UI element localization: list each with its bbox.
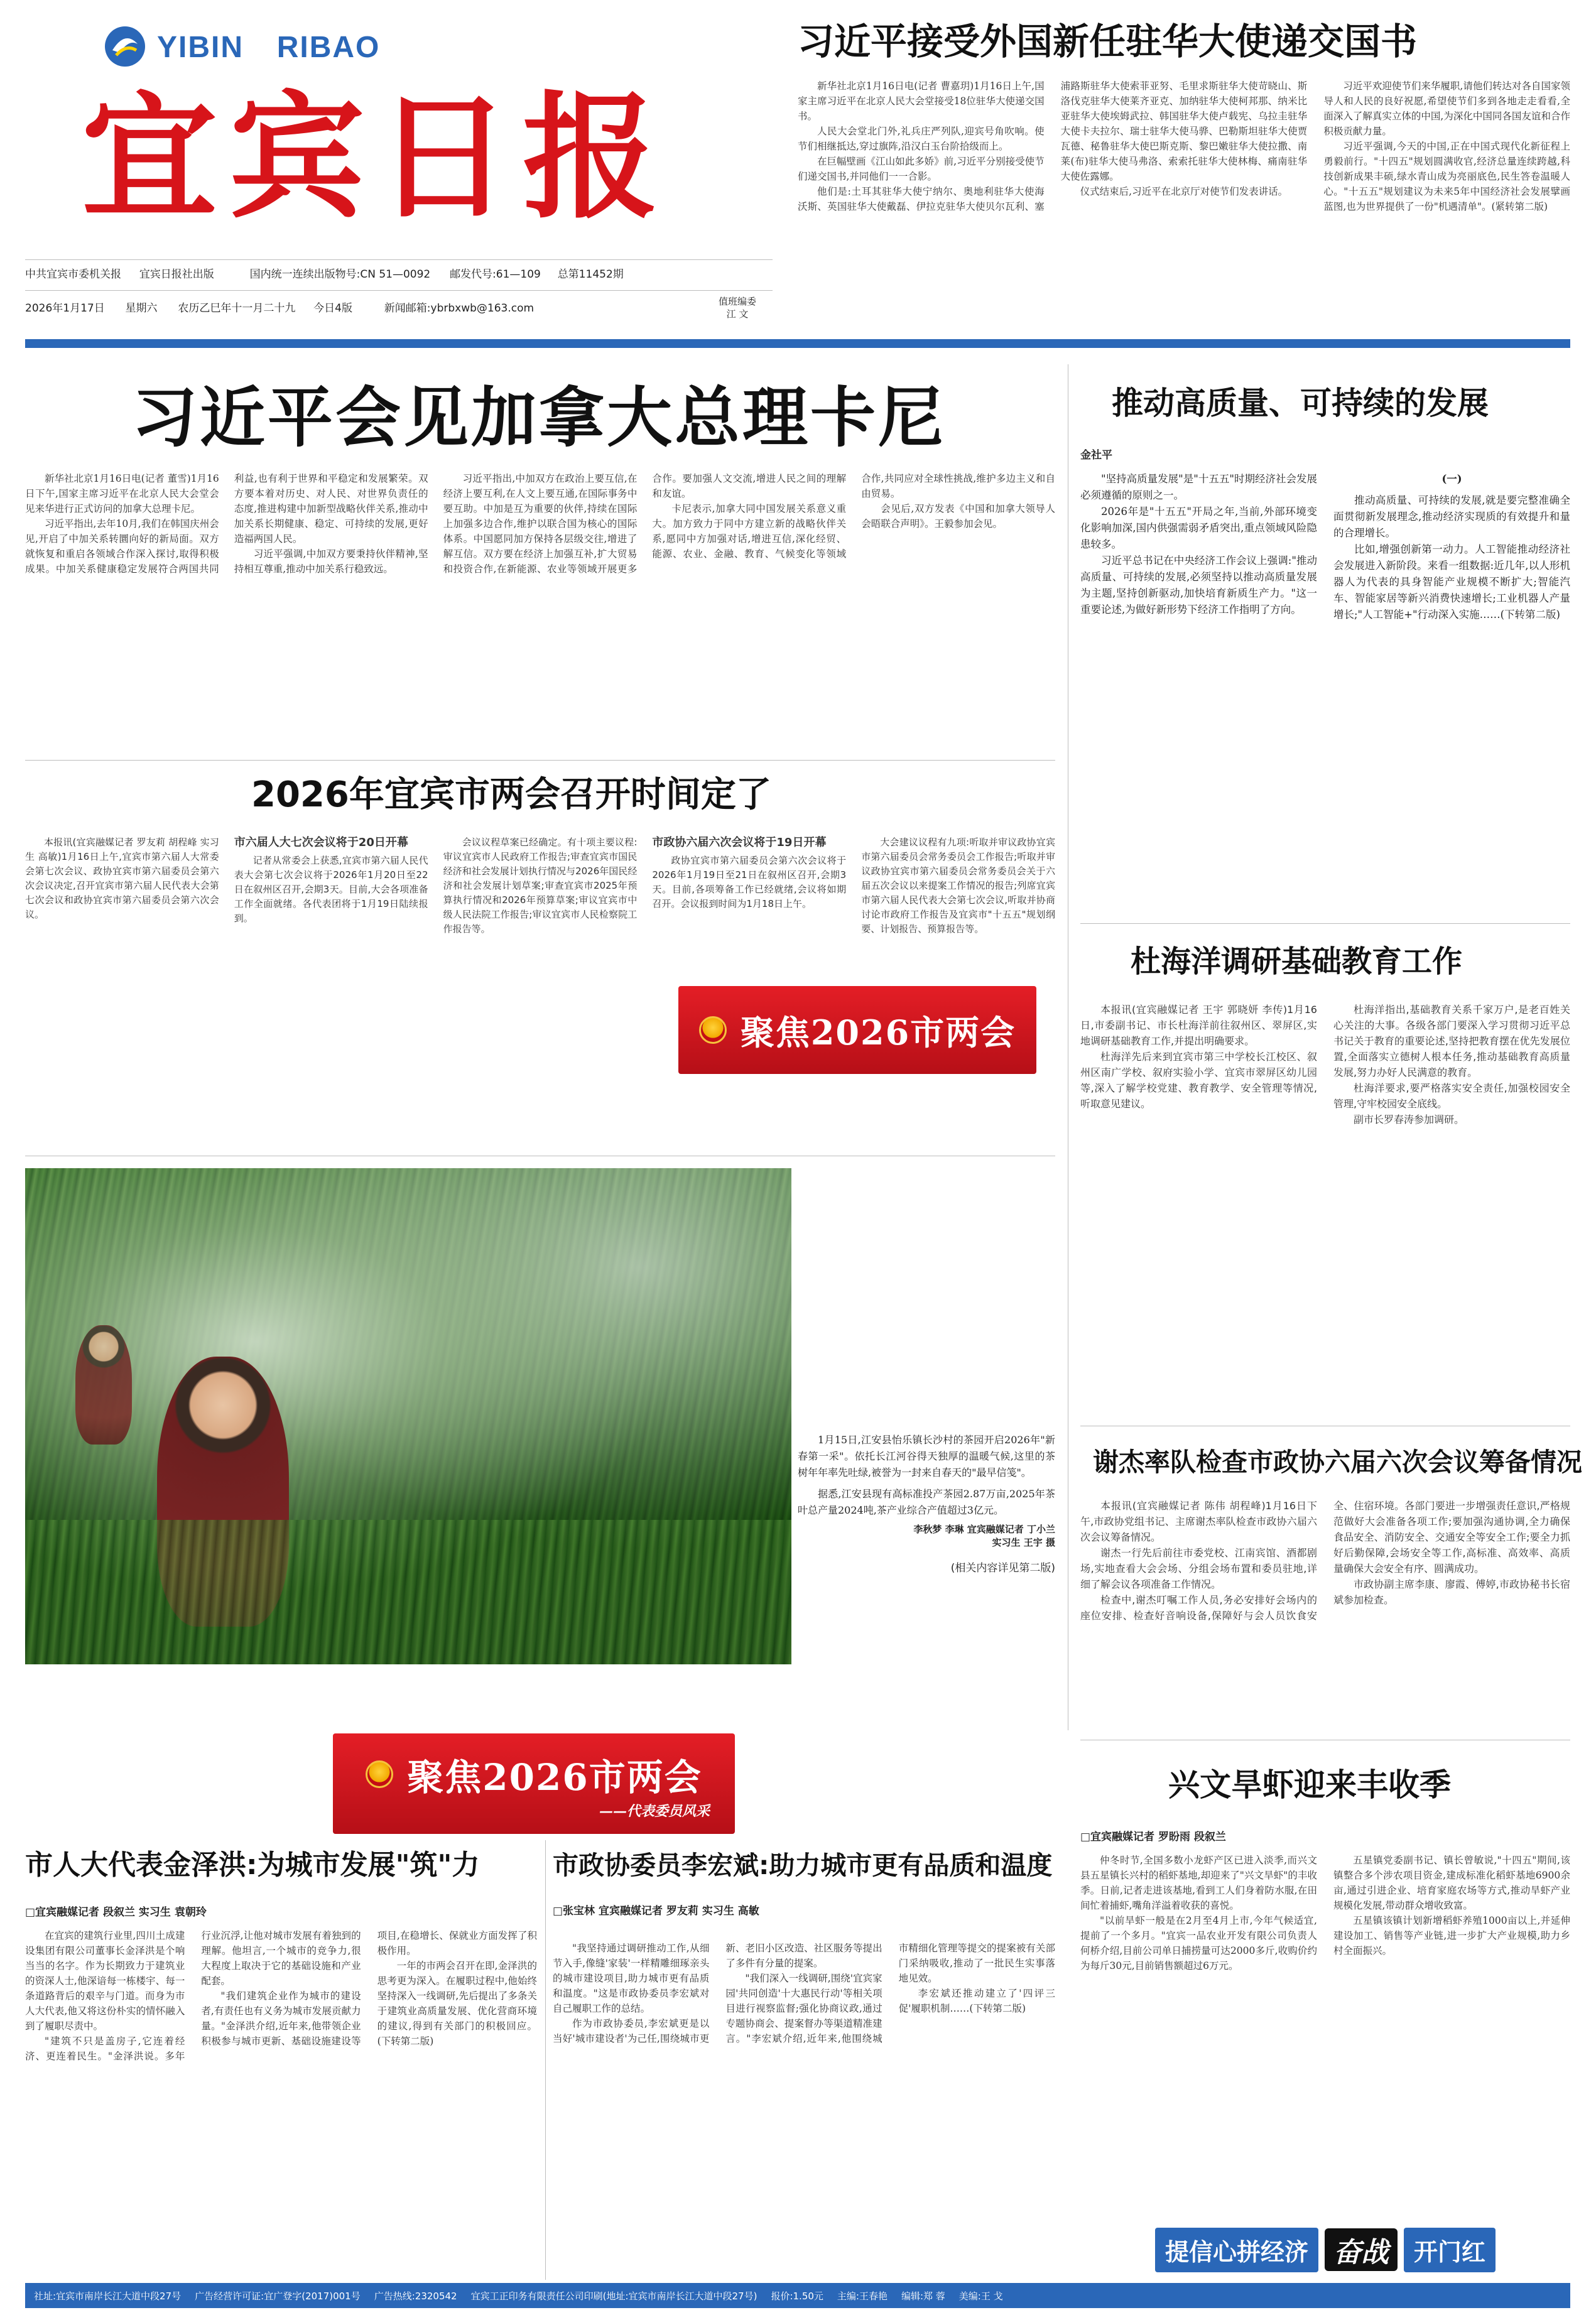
footer-ad-phone: 广告热线:2320542 [374,2290,457,2302]
npc-p4: 政协宜宾市第六届委员会第六次会议将于2026年1月19日至21日在叙州区召开,会期3天。目前,各项筹备工作已经就绪,会议将如期召开。会议报到时间为1月18日上午。 [652,855,847,909]
xie-jie-p1: 本报讯(宜宾融媒记者 陈伟 胡程峰)1月16日下午,市政协党组书记、主席谢杰率队检查市政协六届六次会议筹备情况。 [1080,1500,1317,1543]
npc-subhead-cppcc: 市政协六届六次会议将于19日开幕 [652,836,827,849]
masthead [25,19,773,336]
top-story-p2: 人民大会堂北门外,礼兵庄严列队,迎宾号角吹响。使节们相继抵达,穿过旗阵,沿汉白玉台阶拾级而上。 [798,126,1045,152]
news-email[interactable]: 新闻邮箱:ybrbxwb@163.com [384,302,535,315]
jin-zeliang-article [25,1840,537,2280]
xie-jie-body [1080,1498,1570,1727]
zhang-hongbin-body [553,1941,1055,2274]
xingwen-shrimp-article [1080,1746,1570,2223]
lunar-date: 农历乙巳年十一月二十九 [178,302,296,315]
sessions-banner-small[interactable] [678,986,1036,1074]
npc-subhead-npc: 市六届人大七次会议将于20日开幕 [234,836,408,849]
zhang-hongbin-p1: "我坚持通过调研推动工作,从细节入手,像缝'家装'一样精雕细琢亲头的城市建设项目,助力城市更有品质和温度。"这是市政协委员李宏斌对自己履职工作的总结。 [553,1943,710,2014]
commentary-section-marker: (一) [1441,473,1462,485]
du-haiyang-p5: 副市长罗春涛参加调研。 [1354,1114,1465,1125]
footer-address: 社址:宜宾市南岸长江大道中段27号 [34,2290,182,2302]
npc-schedule [25,766,1055,1093]
publisher-line2: 宜宾日报社出版 [139,268,214,281]
top-story-p4: 他们是:土耳其驻华大使宁纳尔、奥地利驻华大使海沃斯、英国驻华大使戴磊、伊拉克驻华大使贝尔瓦利、塞浦路斯驻华大使索菲亚努、毛里求斯驻华大使苛晓山、斯洛伐克驻华大使莱齐亚克、加纳驻华大使柯邦那、纳米比亚驻华大使埃姆武拉、韩国驻华大使卢载宪、乌拉圭驻华大使卡夫拉尔、瑞士驻华大使马骅、巴勒斯坦驻华大使贾瓦德、秘鲁驻华大使巴斯克斯、黎巴嫩驻华大使拉撒、南莱(布)驻华大使马弗洛、索索托驻华大使林梅、痛南驻华大使佐露娜。 [798,80,1308,212]
top-story-p6: 习近平欢迎使节们来华履职,请他们转达对各自国家领导人和人民的良好祝愿,希望使节们多到各地走走看看,全面深入了解真实立体的中国,为深化中国同各国友谊和合作积极贡献力量。 [1323,80,1570,137]
photo-caption-text-2: 据悉,江安县现有高标准投产茶园2.87万亩,2025年茶叶总产量2024吨,茶产业综合产值超过3亿元。 [798,1488,1055,1516]
xingwen-shrimp-p4: 五星镇该镇计划新增稻虾养殖1000亩以上,并延伸建设加工、销售等产业链,进一步扩大产业规模,助力乡村全面振兴。 [1333,1915,1570,1956]
commentary-p1: "坚持高质量发展"是"十五五"时期经济社会发展必须遵循的原则之一。 [1080,473,1317,501]
footer-chief: 主编:王春艳 [837,2290,888,2302]
commentary [1080,364,1570,917]
jin-zeliang-byline: □宜宾融媒记者 段叙兰 实习生 袁朝玲 [25,1906,207,1919]
du-haiyang-p3: 杜海洋指出,基础教育关系千家万户,是老百姓关心关注的大事。各级各部门要深入学习贯彻习近平总书记关于教育的重要论述,坚持把教育摆在优先发展位置,全面落实立德树人根本任务,推动基础教育高质量发展,努力办好人民满意的教育。 [1333,1004,1570,1078]
sessions-banner-large-sub: ——代表委员风采 [599,1803,710,1819]
lead-p6: 会见后,双方发表《中国和加拿大领导人会晤联合声明》。王毅参加会见。 [861,503,1055,529]
masthead-pinyin-right: RIBAO [276,31,381,64]
sessions-banner-small-label: 聚焦2026市两会 [740,1012,1016,1053]
xie-jie-p2: 谢杰一行先后前往市委党校、江南宾馆、酒都剧场,实地查看大会会场、分组会场布置和委员驻地,详细了解会议各项准备工作情况。 [1080,1547,1317,1590]
slogan-bar [1080,2226,1570,2273]
du-haiyang-p1: 本报讯(宜宾融媒记者 王宇 郭晓妍 李传)1月16日,市委副书记、市长杜海洋前往叙州区、翠屏区,实地调研基础教育工作,并提出明确要求。 [1080,1004,1317,1047]
issn: 国内统一连续出版物号:CN 51—0092 [249,268,431,281]
lead-body [25,471,1055,732]
postal-code: 邮发代号:61—109 [450,268,541,281]
masthead-title: 宜宾日报 [82,77,670,237]
commentary-p2: 2026年是"十五五"开局之年,当前,外部环境变化影响加深,国内供强需弱矛盾突出,重点领域风险隐患较多。 [1080,506,1317,550]
du-haiyang-p2: 杜海洋先后来到宜宾市第三中学校长江校区、叙州区南广学校、叙府实验小学、宜宾市翠屏区幼儿园等,深入了解学校党建、教育教学、安全管理等情况,听取意见建议。 [1080,1051,1317,1110]
commentary-p4: 推动高质量、可持续的发展,就是要完整准确全面贯彻新发展理念,推动经济实现质的有效提升和量的合理增长。 [1333,494,1570,539]
xie-jie-article [1080,1432,1582,1733]
footer-printer: 宜宾工正印务有限责任公司印刷(地址:宜宾市南岸长江大道中段27号) [470,2290,757,2302]
xingwen-shrimp-p2: "以前旱虾一般是在2月至4月上市,今年气候适宜,提前了一个多月。"宜宾一品农业开发有限公司负责人何桥介绍,目前公司单日捕捞量可达2000多斤,收购价约为每斤30元,目前销售额超过6万元。 [1080,1915,1317,1971]
xingwen-shrimp-p3: 五星镇党委副书记、镇长曾敏说,"十四五"期间,该镇整合多个涉农项目资金,建成标准化稻虾基地6900余亩,通过引进企业、培育家庭农场等方式,推动旱虾产业规模化发展,带动群众增收致富。 [1333,1855,1570,1911]
lead-article [25,364,1055,741]
zhang-hongbin-article [553,1840,1055,2280]
lead-p5: 卡尼表示,加拿大同中国发展关系意义重大。加方致力于同中方建立新的战略伙伴关系,愿同中方加强对话,增进互信,深化经贸、能源、农业、金融、教育、气候变化等领域合作,共同应对全球性挑战,维护多边主义和自由贸易。 [652,473,1055,560]
lead-p4: 习近平指出,中加双方在政治上要互信,在经济上要互利,在人文上要互通,在国际事务中要互助。中加是互为重要的伙伴,持续在国际上加强多边合作,维护以联合国为核心的国际体系。中国愿同加方保持各层级交往,增进了解互信。双方要在经济上加强互补,扩大贸易和投资合作,在新能源、农业等领域开展更多合作。要加强人文交流,增进人民之间的理解和友谊。 [443,473,847,575]
photo-caption-text: 1月15日,江安县怡乐镇长沙村的茶园开启2026年"新春第一采"。依托长江河谷得天独厚的温暖气候,这里的茶树年年率先吐绿,被誉为一封来自春天的"最早信笺"。 [798,1434,1055,1478]
cppcc-emblem-icon [699,1016,727,1044]
top-story-p5: 仪式结束后,习近平在北京厅对使节们发表讲话。 [1080,186,1288,197]
du-haiyang-article [1080,930,1570,1445]
top-story-p1: 新华社北京1月16日电(记者 曹嘉玥)1月16日上午,国家主席习近平在北京人民大会堂接受18位驻华大使递交国书。 [798,80,1045,122]
lead-p1: 新华社北京1月16日电(记者 董雪)1月16日下午,国家主席习近平在北京人民大会堂会见来华进行正式访问的加拿大总理卡尼。 [25,473,219,514]
total-issue: 总第11452期 [557,268,624,281]
npc-p2: 记者从常委会上获悉,宜宾市第六届人民代表大会第七次会议将于2026年1月20日至22日在叙州区召开,会期3天。目前,大会各项准备工作全面就绪。各代表团将于1月19日陆续报到。 [234,855,428,924]
weekday: 星期六 [125,302,158,315]
slogan-right: 开门红 [1404,2228,1496,2272]
photo-credit-1: 李秋梦 李琳 宜宾融媒记者 丁小兰 [913,1524,1055,1535]
top-story-p3: 在巨幅壁画《江山如此多娇》前,习近平分别接受使节们递交国书,并同他们一一合影。 [798,156,1045,182]
du-haiyang-p4: 杜海洋要求,要严格落实安全责任,加强校园安全管理,守牢校园安全底线。 [1333,1082,1570,1110]
cppcc-emblem-large-icon [366,1760,393,1788]
top-story-body [798,79,1570,327]
duty-editor-name: 江 文 [726,308,749,320]
xingwen-shrimp-body [1080,1853,1570,2217]
publisher-line1: 中共宜宾市委机关报 [25,268,121,281]
duty-editor-label: 值班编委 [718,296,756,307]
zhang-hongbin-headline[interactable]: 市政协委员李宏斌:助力城市更有品质和温度 [553,1850,1053,1880]
xie-jie-headline[interactable]: 谢杰率队检查市政协六届六次会议筹备情况 [1093,1447,1582,1477]
jin-zeliang-p3: "我们建筑企业作为城市的建设者,有责任也有义务为城市发展贡献力量。"金泽洪介绍,近年来,他带领企业积极参与城市更新、基础设施建设等项目,在稳增长、保就业方面发挥了积极作用。 [201,1930,537,2047]
jin-zeliang-p1: 在宜宾的建筑行业里,四川土成建设集团有限公司董事长金泽洪是个响当当的名字。作为长期致力于建筑业的资深人士,他深谙每一栋楼宇、每一条道路背后的艰辛与门道。而身为市人大代表,他又将这份朴实的情怀融入到了履职尽责中。 [25,1930,185,2032]
sessions-banner-large-label: 聚焦2026市两会 [407,1755,702,1799]
photo-more-link[interactable]: (相关内容详见第二版) [950,1562,1055,1575]
footer-price: 报价:1.50元 [771,2290,823,2302]
npc-p3: 会议议程草案已经确定。有十项主要议程:审议宜宾市人民政府工作报告;审查宜宾市国民经济和社会发展计划执行情况与2026年国民经济和社会发展计划草案;审查宜宾市2025年预算执行情况和2026年预算草案;审议宜宾市中级人民法院工作报告;审议宜宾市人民检察院工作报告等。 [443,837,638,935]
pages-today: 今日4版 [313,302,352,315]
jin-zeliang-body [25,1928,537,2274]
footer-editor: 编辑:郑 蓉 [901,2290,945,2302]
xingwen-shrimp-byline: □宜宾融媒记者 罗盼雨 段叙兰 [1080,1831,1226,1843]
commentary-body [1080,471,1570,904]
tea-garden-photo[interactable] [25,1168,791,1664]
jin-zeliang-p4: 一年的市两会召开在即,金泽洪的思考更为深入。在履职过程中,他始终坚持深入一线调研,先后提出了多条关于建筑业高质量发展、优化营商环境的建议,得到有关部门的积极回应。(下转第二版) [377,1960,537,2047]
commentary-author: 金社平 [1080,449,1112,462]
lead-headline[interactable]: 习近平会见加拿大总理卡尼 [132,379,947,456]
npc-p5: 大会建议议程有九项:听取并审议政协宜宾市第六届委员会常务委员会工作报告;听取并审议政协宜宾市第六届委员会常务委员会关于六届五次会议以来提案工作情况的报告;列席宜宾市第六届人民代表大会第七次会议,听取并协商讨论市政府工作报告及宜宾市"十五五"规划纲要、计划报告、预算报告等。 [861,837,1055,935]
du-haiyang-body [1080,1002,1570,1435]
footer-designer: 美编:王 戈 [958,2290,1003,2302]
zhang-hongbin-p4: 李宏斌还推动建立了'四评三促'履职机制……(下转第二版) [898,1988,1055,2014]
xie-jie-p3: 检查中,谢杰叮嘱工作人员,务必安排好会场内的座位安排、检查好音响设备,保障好与会人员饮食安全、住宿环境。各部门要进一步增强责任意识,严格规范做好大会准备各项工作;要加强沟通协调,全力确保食品安全、消防安全、交通安全等安全工作;要全力抓好后勤保障,会场安全等工作,高标准、高效率、高质量确保大会安全有序、圆满成功。 [1080,1500,1570,1622]
xingwen-shrimp-p1: 仲冬时节,全国多数小龙虾产区已进入淡季,而兴文县五星镇长兴村的稻虾基地,却迎来了"兴文旱虾"的丰收季。日前,记者走进该基地,看到工人们身着防水服,在田间忙着捕虾,嘴角洋溢着收获的喜悦。 [1080,1855,1317,1911]
footer-license: 广告经营许可证:宜广登字(2017)001号 [195,2290,361,2302]
jin-zeliang-headline[interactable]: 市人大代表金泽洪:为城市发展"筑"力 [25,1849,480,1881]
npc-p1: 本报讯(宜宾融媒记者 罗友莉 胡程峰 实习生 高敏)1月16日上午,宜宾市第六届人大常委会第七次会议、政协宜宾市第六届委员会第六次会议决定,召开宜宾市第六届人民代表大会第七次会议和政协宜宾市第六届委员会第六次会议。 [25,837,219,920]
npc-headline[interactable]: 2026年宜宾市两会召开时间定了 [251,774,771,815]
top-story [798,19,1570,333]
tea-picker-figure-2 [75,1325,132,1445]
commentary-headline[interactable]: 推动高质量、可持续的发展 [1112,385,1489,421]
commentary-p3: 习近平总书记在中央经济工作会议上强调:"推动高质量、可持续的发展,必须坚持以推动高质量发展为主题,坚持创新驱动,加快培育新质生产力。"这一重要论述,为做好新形势下经济工作指明了方向。 [1080,555,1317,615]
top-story-p7: 习近平强调,今天的中国,正在中国式现代化新征程上勇毅前行。"十四五"规划圆满收官,经济总量连续跨越,科技创新成果丰硕,绿水青山成为亮丽底色,民生答卷温暖人心。"十五五"规划建议为未来5年中国经济社会发展擘画蓝图,也为世界提供了一份"机遇清单"。(紧转第二版) [1323,141,1570,212]
photo-credit-2: 实习生 王宇 摄 [992,1537,1055,1548]
top-story-headline[interactable]: 习近平接受外国新任驻华大使递交国书 [798,20,1418,63]
slogan-left: 提信心拼经济 [1155,2228,1318,2272]
masthead-pinyin-left: YIBIN [157,31,244,64]
footer [25,2283,1570,2308]
lead-p2: 习近平指出,去年10月,我们在韩国庆州会见,开启了中加关系转圜向好的新局面。双方就恢复和重启各领域合作深入探讨,取得积极成果。中加关系健康稳定发展符合两国共同利益,也有利于世界和平稳定和发展繁荣。双方要本着对历史、对人民、对世界负责任的态度,推进构建中加新型战略伙伴关系,推动中加关系长期健康、稳定、可持续的发展,更好造福两国人民。 [25,473,428,575]
slogan-middle: 奋战 [1325,2228,1398,2271]
xie-jie-p4: 市政协副主席李康、廖霞、傅婷,市政协秘书长宿斌参加检查。 [1333,1578,1570,1606]
sessions-banner-large[interactable] [333,1733,735,1834]
commentary-p5: 比如,增强创新第一动力。人工智能推动经济社会发展进入新阶段。来看一组数据:近几年,以人形机器人为代表的具身智能产业规模不断扩大;智能汽车、智能家居等新兴消费快速增长;工业机器人产量增长;"人工智能+"行动深入实施……(下转第二版) [1333,543,1570,621]
lead-p3: 习近平强调,中加双方要秉持伙伴精神,坚持相互尊重,推动中加关系行稳致远。 [234,548,428,575]
photo-caption [798,1432,1055,1664]
jin-zeliang-p2: "建筑不只是盖房子,它连着经济、更连着民生。"金泽洪说。多年行业沉浮,让他对城市发展有着独到的理解。他坦言,一个城市的竞争力,很大程度上取决于它的基础设施和产业配套。 [25,1930,361,2062]
du-haiyang-headline[interactable]: 杜海洋调研基础教育工作 [1131,944,1463,979]
issue-date: 2026年1月17日 [25,302,105,315]
header-divider [25,339,1570,348]
yibin-logo-icon [104,25,146,68]
zhang-hongbin-p3: "我们深入一线调研,围绕'宜宾家园'共同创造'十大惠民行动'等相关项目进行视察监督;强化协商议政,通过专题协商会、提案督办等渠道精准建言。"李宏斌介绍,近年来,他围绕城市精细化管理等提交的提案被有关部门采纳吸收,推动了一批民生实事落地见效。 [725,1943,1055,2044]
zhang-hongbin-byline: □张宝林 宜宾融媒记者 罗友莉 实习生 高敏 [553,1905,759,1917]
zhang-hongbin-p2: 作为市政协委员,李宏斌更是以当好'城市建设者'为己任,围绕城市更新、老旧小区改造、社区服务等提出了多件有分量的提案。 [553,1943,882,2044]
xingwen-shrimp-headline[interactable]: 兴文旱虾迎来丰收季 [1168,1767,1451,1803]
